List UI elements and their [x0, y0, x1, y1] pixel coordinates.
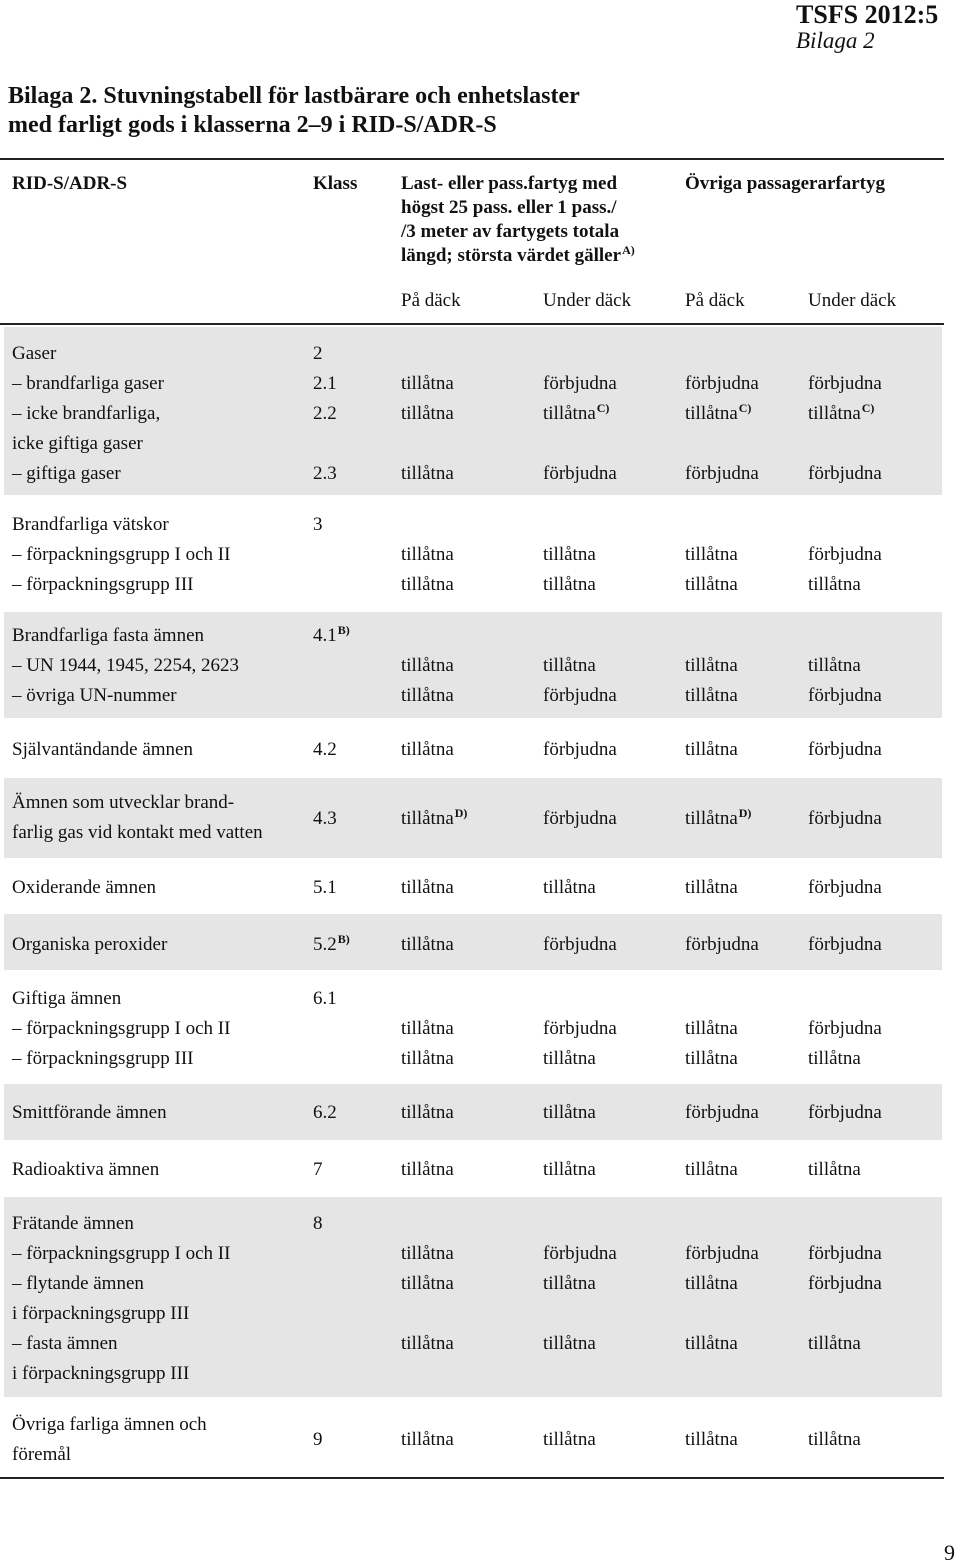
cell-on-deck-other	[685, 544, 738, 566]
cell-under-deck-other	[808, 373, 882, 395]
cell-under-deck-small	[543, 1273, 596, 1295]
cell-under-deck-small-text: förbjudna	[543, 373, 617, 394]
cell-under-deck-small-text: tillåtna	[543, 1048, 596, 1069]
cell-on-deck-other	[685, 685, 738, 707]
cell-on-deck-other	[685, 574, 738, 596]
row-klass	[313, 343, 323, 365]
row-label-text: – giftiga gaser	[12, 463, 121, 484]
cell-on-deck-other-text: tillåtna	[685, 1159, 738, 1180]
row-label	[12, 1273, 144, 1295]
cell-on-deck-small-text: tillåtna	[401, 403, 454, 424]
footnote-marker: C)	[738, 401, 752, 415]
table-header-rule	[0, 323, 944, 325]
col-header-line: /3 meter av fartygets totala	[401, 221, 620, 242]
cell-under-deck-small-text: tillåtna	[543, 1159, 596, 1180]
cell-on-deck-small	[401, 1273, 454, 1295]
cell-on-deck-other-text: tillåtna	[685, 739, 738, 760]
cell-under-deck-small-text: tillåtna	[543, 403, 596, 424]
cell-on-deck-other-text: tillåtna	[685, 808, 738, 829]
footnote-marker: C)	[596, 401, 610, 415]
cell-on-deck-other	[685, 373, 759, 395]
cell-under-deck-other	[808, 1018, 882, 1040]
row-label	[12, 514, 169, 536]
col-header-small-vessels	[401, 172, 635, 268]
row-label-text: – förpackningsgrupp I och II	[12, 1018, 231, 1039]
row-label	[12, 1243, 230, 1265]
cell-on-deck-small-text: tillåtna	[401, 739, 454, 760]
row-label-text: Gaser	[12, 343, 57, 364]
cell-on-deck-small-text: tillåtna	[401, 373, 454, 394]
footnote-marker: B)	[337, 623, 350, 637]
cell-under-deck-small	[543, 1429, 596, 1451]
row-label-text: – fasta ämnen	[12, 1333, 118, 1354]
cell-under-deck-other-text: tillåtna	[808, 1333, 861, 1354]
row-label-text: – förpackningsgrupp III	[12, 574, 194, 595]
cell-under-deck-other	[808, 934, 882, 956]
cell-under-deck-small	[543, 655, 596, 677]
cell-under-deck-small	[543, 403, 609, 425]
cell-under-deck-small	[543, 544, 596, 566]
row-label	[12, 1102, 167, 1124]
cell-under-deck-other	[808, 1333, 861, 1355]
row-label-text: – UN 1944, 1945, 2254, 2623	[12, 655, 239, 676]
row-klass-text: 4.1	[313, 625, 337, 646]
cell-under-deck-small	[543, 934, 617, 956]
cell-under-deck-other-text: förbjudna	[808, 739, 882, 760]
cell-on-deck-small-text: tillåtna	[401, 877, 454, 898]
cell-under-deck-other-text: förbjudna	[808, 685, 882, 706]
cell-on-deck-small-text: tillåtna	[401, 1333, 454, 1354]
row-klass	[313, 403, 337, 425]
row-label-text: Smittförande ämnen	[12, 1102, 167, 1123]
cell-on-deck-small	[401, 1333, 454, 1355]
row-label-text: – förpackningsgrupp III	[12, 1048, 194, 1069]
col-header-other-passenger-ships: Övriga passagerarfartyg	[685, 173, 885, 194]
subheader-under-deck-1: Under däck	[543, 290, 632, 311]
row-label	[12, 1213, 134, 1235]
row-label	[12, 1048, 194, 1070]
col-header-line	[401, 244, 635, 268]
cell-on-deck-small-text: tillåtna	[401, 544, 454, 565]
cell-on-deck-other	[685, 1333, 738, 1355]
cell-under-deck-other-text: tillåtna	[808, 655, 861, 676]
cell-under-deck-small-text: tillåtna	[543, 544, 596, 565]
row-label-text: – flytande ämnen	[12, 1273, 144, 1294]
cell-under-deck-other-text: förbjudna	[808, 1243, 882, 1264]
row-label-continued-text: föremål	[12, 1444, 72, 1465]
col-header-klass: Klass	[313, 173, 358, 194]
cell-on-deck-small	[401, 1018, 454, 1040]
cell-under-deck-small-text: tillåtna	[543, 877, 596, 898]
cell-under-deck-other	[808, 739, 882, 761]
row-klass	[313, 1159, 323, 1181]
row-label-text: Oxiderande ämnen	[12, 877, 157, 898]
cell-on-deck-other	[685, 655, 738, 677]
cell-on-deck-small-text: tillåtna	[401, 808, 454, 829]
row-label	[12, 934, 167, 956]
cell-under-deck-other-text: tillåtna	[808, 574, 861, 595]
cell-on-deck-other-text: förbjudna	[685, 1243, 759, 1264]
row-label-text: icke giftiga gaser	[12, 433, 143, 454]
cell-on-deck-small	[401, 685, 454, 707]
cell-under-deck-small-text: förbjudna	[543, 808, 617, 829]
row-label-text: – förpackningsgrupp I och II	[12, 544, 231, 565]
cell-on-deck-other	[685, 1429, 738, 1451]
row-label-continued	[12, 822, 263, 844]
cell-under-deck-small	[543, 463, 617, 485]
cell-on-deck-other-text: förbjudna	[685, 373, 759, 394]
row-klass	[313, 934, 350, 956]
cell-under-deck-other-text: tillåtna	[808, 1048, 861, 1069]
cell-on-deck-other	[685, 463, 759, 485]
cell-on-deck-other	[685, 1018, 738, 1040]
cell-under-deck-other-text: förbjudna	[808, 373, 882, 394]
row-label-text: Brandfarliga vätskor	[12, 514, 169, 535]
cell-under-deck-other-text: förbjudna	[808, 877, 882, 898]
row-label	[12, 655, 239, 677]
row-label-text: Självantändande ämnen	[12, 739, 193, 760]
cell-under-deck-small-text: förbjudna	[543, 934, 617, 955]
cell-on-deck-small-text: tillåtna	[401, 1429, 454, 1450]
row-klass	[313, 373, 337, 395]
row-klass	[313, 877, 337, 899]
cell-under-deck-other	[808, 1159, 861, 1181]
col-header-line: Last- eller pass.fartyg med	[401, 173, 618, 194]
cell-under-deck-small	[543, 808, 617, 830]
cell-on-deck-small	[401, 373, 454, 395]
cell-on-deck-small	[401, 403, 454, 425]
cell-on-deck-other-text: tillåtna	[685, 1018, 738, 1039]
row-label	[12, 739, 193, 761]
cell-under-deck-other-text: förbjudna	[808, 463, 882, 484]
cell-on-deck-other-text: tillåtna	[685, 1273, 738, 1294]
cell-under-deck-small-text: tillåtna	[543, 1273, 596, 1294]
row-label-text: Radioaktiva ämnen	[12, 1159, 160, 1180]
row-klass-text: 8	[313, 1213, 323, 1234]
cell-under-deck-other-text: förbjudna	[808, 1102, 882, 1123]
row-klass	[313, 739, 337, 761]
cell-on-deck-other-text: förbjudna	[685, 934, 759, 955]
cell-under-deck-other-text: förbjudna	[808, 934, 882, 955]
cell-on-deck-other	[685, 1243, 759, 1265]
cell-under-deck-small-text: tillåtna	[543, 1333, 596, 1354]
row-klass	[313, 1429, 323, 1451]
cell-under-deck-other-text: förbjudna	[808, 1018, 882, 1039]
row-label-text: Övriga farliga ämnen och	[12, 1414, 207, 1435]
footnote-marker: B)	[337, 932, 350, 946]
row-label	[12, 625, 204, 647]
cell-on-deck-other-text: tillåtna	[685, 544, 738, 565]
shaded-row-group	[4, 778, 942, 858]
cell-under-deck-other	[808, 1243, 882, 1265]
cell-on-deck-other	[685, 877, 738, 899]
cell-on-deck-small	[401, 655, 454, 677]
subheader-on-deck-2: På däck	[685, 290, 745, 311]
cell-on-deck-other	[685, 1273, 738, 1295]
cell-under-deck-other	[808, 574, 861, 596]
cell-on-deck-other	[685, 739, 738, 761]
subheader-on-deck-1: På däck	[401, 290, 461, 311]
cell-under-deck-other	[808, 808, 882, 830]
row-label	[12, 574, 194, 596]
row-label	[12, 1159, 159, 1181]
row-klass-text: 6.1	[313, 988, 337, 1009]
cell-under-deck-other-text: förbjudna	[808, 544, 882, 565]
row-klass-text: 2.1	[313, 373, 337, 394]
cell-on-deck-small-text: tillåtna	[401, 1159, 454, 1180]
cell-on-deck-small-text: tillåtna	[401, 574, 454, 595]
cell-on-deck-small-text: tillåtna	[401, 1018, 454, 1039]
row-klass-text: 7	[313, 1159, 323, 1180]
cell-under-deck-small	[543, 1102, 596, 1124]
row-label-continued	[12, 1444, 71, 1466]
row-label	[12, 373, 164, 395]
row-klass-text: 2.3	[313, 463, 337, 484]
cell-on-deck-small-text: tillåtna	[401, 655, 454, 676]
row-label-text: – icke brandfarliga,	[12, 403, 161, 424]
cell-on-deck-other-text: tillåtna	[685, 574, 738, 595]
row-label-text: – brandfarliga gaser	[12, 373, 164, 394]
footnote-marker: D)	[454, 806, 468, 820]
row-klass-text: 4.3	[313, 808, 337, 829]
cell-on-deck-other-text: tillåtna	[685, 1429, 738, 1450]
row-klass	[313, 1102, 337, 1124]
cell-on-deck-small	[401, 1102, 454, 1124]
row-label-text: – övriga UN-nummer	[12, 685, 177, 706]
cell-on-deck-small	[401, 1048, 454, 1070]
cell-on-deck-other-text: förbjudna	[685, 463, 759, 484]
cell-under-deck-small	[543, 1159, 596, 1181]
cell-on-deck-other-text: förbjudna	[685, 1102, 759, 1123]
row-klass	[313, 625, 350, 647]
row-klass-text: 6.2	[313, 1102, 337, 1123]
col-header-line-text: längd; största värdet gäller	[401, 245, 622, 266]
cell-under-deck-small	[543, 1018, 617, 1040]
cell-on-deck-other-text: tillåtna	[685, 877, 738, 898]
row-label	[12, 1018, 230, 1040]
row-label	[12, 792, 234, 814]
cell-under-deck-small-text: förbjudna	[543, 739, 617, 760]
cell-under-deck-other-text: tillåtna	[808, 403, 861, 424]
cell-under-deck-other	[808, 1429, 861, 1451]
row-klass	[313, 1213, 323, 1235]
row-label-text: Brandfarliga fasta ämnen	[12, 625, 205, 646]
cell-under-deck-small-text: tillåtna	[543, 655, 596, 676]
cell-under-deck-small-text: förbjudna	[543, 685, 617, 706]
row-klass-text: 4.2	[313, 739, 337, 760]
footnote-marker: A)	[622, 243, 635, 257]
row-label-text: – förpackningsgrupp I och II	[12, 1243, 231, 1264]
cell-on-deck-small	[401, 808, 467, 830]
cell-under-deck-other-text: förbjudna	[808, 808, 882, 829]
cell-on-deck-other-text: tillåtna	[685, 685, 738, 706]
cell-on-deck-small	[401, 1243, 454, 1265]
footnote-marker: C)	[861, 401, 875, 415]
row-klass-text: 9	[313, 1429, 323, 1450]
row-klass-text: 2.2	[313, 403, 337, 424]
cell-under-deck-other-text: tillåtna	[808, 1429, 861, 1450]
cell-on-deck-small-text: tillåtna	[401, 463, 454, 484]
row-klass-text: 2	[313, 343, 323, 364]
cell-on-deck-other	[685, 808, 751, 830]
row-label	[12, 988, 121, 1010]
annex-label: Bilaga 2	[796, 28, 875, 53]
row-klass-text: 5.2	[313, 934, 337, 955]
cell-under-deck-other-text: förbjudna	[808, 1273, 882, 1294]
cell-on-deck-small-text: tillåtna	[401, 1273, 454, 1294]
subheader-under-deck-2: Under däck	[808, 290, 897, 311]
row-label	[12, 1363, 189, 1385]
row-label	[12, 685, 177, 707]
title-line-2: med farligt gods i klasserna 2–9 i RID-S/ADR-S	[8, 112, 497, 138]
cell-on-deck-other-text: tillåtna	[685, 403, 738, 424]
cell-on-deck-other	[685, 1102, 759, 1124]
cell-on-deck-small	[401, 1159, 454, 1181]
cell-on-deck-small-text: tillåtna	[401, 1243, 454, 1264]
cell-under-deck-other	[808, 655, 861, 677]
cell-under-deck-other-text: tillåtna	[808, 1159, 861, 1180]
cell-under-deck-other	[808, 463, 882, 485]
cell-under-deck-small	[543, 739, 617, 761]
row-label-text: Ämnen som utvecklar brand-	[12, 792, 235, 813]
cell-under-deck-small	[543, 1333, 596, 1355]
row-klass	[313, 988, 337, 1010]
row-label-continued-text: farlig gas vid kontakt med vatten	[12, 822, 263, 843]
cell-on-deck-small-text: tillåtna	[401, 934, 454, 955]
row-label	[12, 403, 160, 425]
cell-under-deck-other	[808, 685, 882, 707]
row-label-text: Frätande ämnen	[12, 1213, 134, 1234]
cell-on-deck-other-text: tillåtna	[685, 1048, 738, 1069]
cell-under-deck-other	[808, 544, 882, 566]
cell-on-deck-small-text: tillåtna	[401, 1048, 454, 1069]
row-klass	[313, 514, 323, 536]
cell-on-deck-other	[685, 1159, 738, 1181]
cell-under-deck-small	[543, 877, 596, 899]
row-label-text: Organiska peroxider	[12, 934, 168, 955]
cell-on-deck-small-text: tillåtna	[401, 1102, 454, 1123]
table-top-rule	[0, 158, 944, 160]
document-code: TSFS 2012:5	[796, 0, 939, 29]
cell-on-deck-small	[401, 934, 454, 956]
row-label	[12, 544, 230, 566]
row-klass-text: 3	[313, 514, 323, 535]
cell-on-deck-small	[401, 544, 454, 566]
col-header-line: högst 25 pass. eller 1 pass./	[401, 197, 617, 218]
cell-under-deck-small-text: förbjudna	[543, 463, 617, 484]
cell-on-deck-small	[401, 1429, 454, 1451]
row-label-text: Giftiga ämnen	[12, 988, 122, 1009]
page-title	[8, 82, 708, 140]
row-label	[12, 463, 121, 485]
cell-on-deck-small	[401, 739, 454, 761]
footnote-marker: D)	[738, 806, 752, 820]
cell-under-deck-small-text: tillåtna	[543, 1429, 596, 1450]
row-klass	[313, 808, 337, 830]
cell-on-deck-other	[685, 1048, 738, 1070]
cell-under-deck-other	[808, 1273, 882, 1295]
table-bottom-rule	[0, 1477, 944, 1479]
cell-under-deck-small	[543, 1243, 617, 1265]
row-label	[12, 1303, 189, 1325]
title-line-1: Bilaga 2. Stuvningstabell för lastbärare och enhetslaster	[8, 83, 580, 109]
cell-on-deck-small	[401, 574, 454, 596]
cell-under-deck-small	[543, 685, 617, 707]
cell-under-deck-small	[543, 1048, 596, 1070]
row-klass	[313, 463, 337, 485]
row-label-text: i förpackningsgrupp III	[12, 1303, 190, 1324]
cell-under-deck-small-text: förbjudna	[543, 1018, 617, 1039]
cell-under-deck-other	[808, 877, 882, 899]
cell-on-deck-small-text: tillåtna	[401, 685, 454, 706]
row-label	[12, 343, 56, 365]
row-label	[12, 433, 143, 455]
cell-under-deck-other	[808, 403, 874, 425]
page-number: 9	[944, 1540, 955, 1565]
cell-under-deck-small-text: tillåtna	[543, 574, 596, 595]
row-label	[12, 1414, 207, 1436]
row-label-text: i förpackningsgrupp III	[12, 1363, 190, 1384]
cell-under-deck-other	[808, 1102, 882, 1124]
row-klass-text: 5.1	[313, 877, 337, 898]
cell-on-deck-small	[401, 463, 454, 485]
cell-on-deck-other-text: tillåtna	[685, 655, 738, 676]
cell-on-deck-other	[685, 403, 751, 425]
cell-under-deck-other	[808, 1048, 861, 1070]
cell-under-deck-small	[543, 574, 596, 596]
cell-under-deck-small-text: tillåtna	[543, 1102, 596, 1123]
cell-on-deck-other-text: tillåtna	[685, 1333, 738, 1354]
row-label	[12, 1333, 118, 1355]
col-header-ridadr: RID-S/ADR-S	[12, 173, 128, 194]
row-label	[12, 877, 156, 899]
cell-on-deck-other	[685, 934, 759, 956]
cell-on-deck-small	[401, 877, 454, 899]
cell-under-deck-small	[543, 373, 617, 395]
cell-under-deck-small-text: förbjudna	[543, 1243, 617, 1264]
